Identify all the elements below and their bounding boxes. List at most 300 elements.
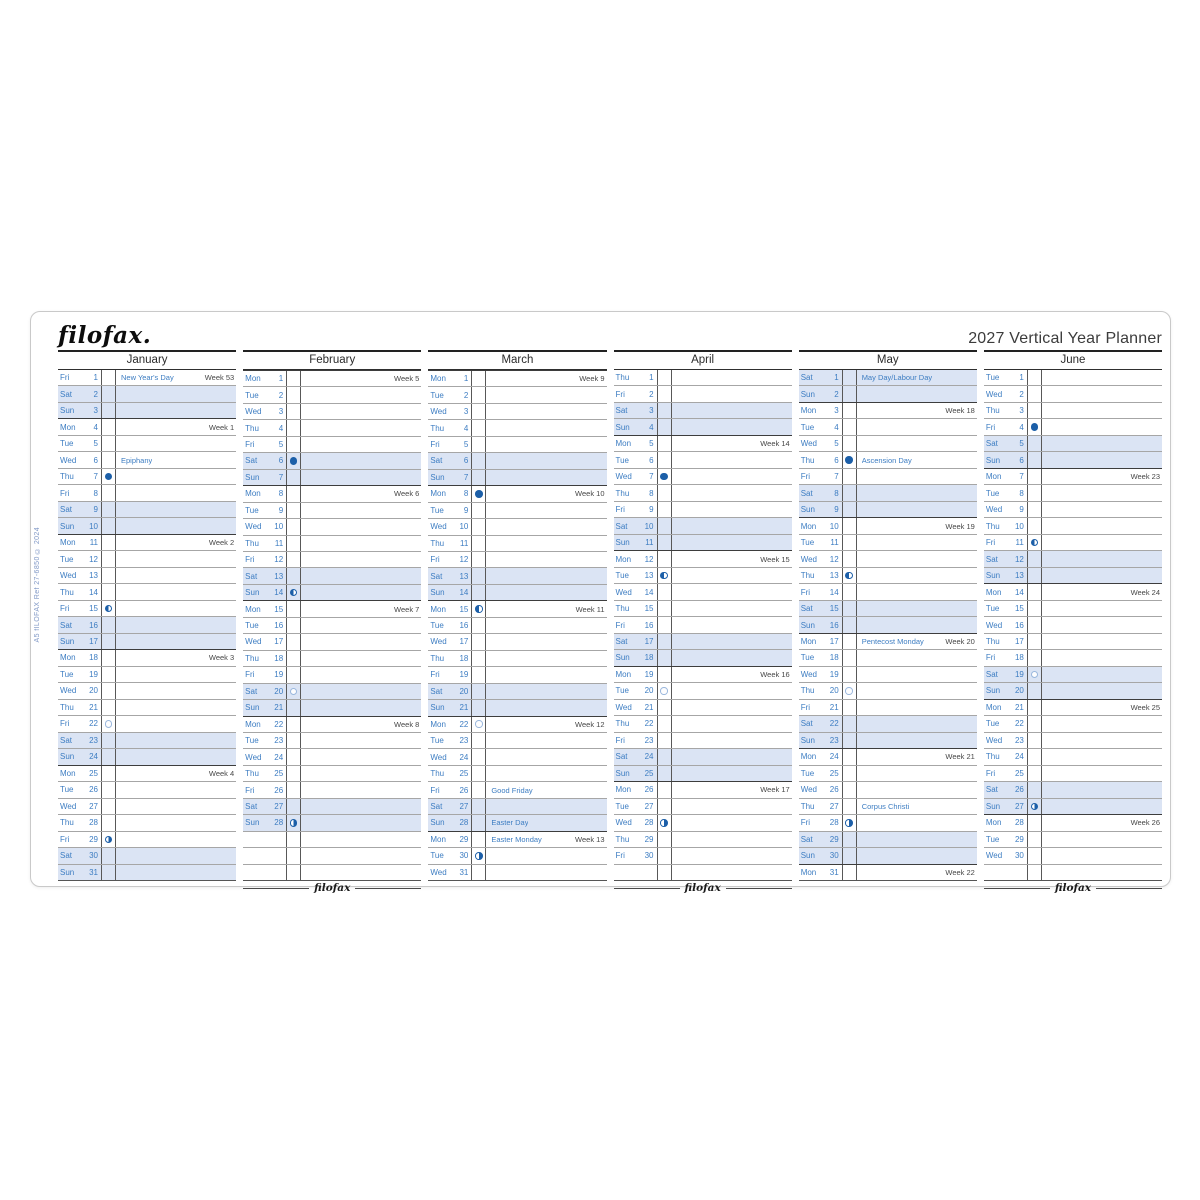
day-name: Tue (985, 719, 1000, 729)
moon-cell (1028, 518, 1042, 533)
moon-cell (658, 799, 672, 814)
day-row (428, 600, 606, 616)
day-number: 23 (269, 733, 287, 748)
day-number: 29 (454, 832, 472, 847)
day-number: 19 (825, 667, 843, 682)
day-note-area (857, 522, 977, 531)
footer-rule-right (726, 888, 792, 889)
day-number: 30 (84, 848, 102, 863)
moon-cell (102, 419, 116, 434)
day-name: Fri (985, 768, 996, 778)
moon-cell (472, 585, 486, 600)
day-name: Sat (985, 669, 998, 679)
day-number: 28 (454, 815, 472, 830)
day-row (428, 666, 606, 682)
moon-cell (102, 634, 116, 649)
day-name: Tue (430, 621, 444, 631)
months-container (58, 350, 1162, 895)
day-row (428, 716, 606, 732)
day-row (428, 748, 606, 764)
moon-cell (287, 815, 301, 830)
moon-cell (102, 848, 116, 863)
moon-cell (843, 518, 857, 533)
month-grid (799, 370, 977, 881)
day-row (58, 814, 236, 830)
month-name: June (984, 352, 1162, 370)
day-name: Thu (985, 406, 1000, 416)
day-name: Mon (245, 374, 261, 384)
day-name: Thu (615, 834, 630, 844)
day-number: 29 (640, 832, 658, 847)
day-row (428, 403, 606, 419)
day-row (428, 633, 606, 649)
day-row (799, 633, 977, 649)
day-number: 16 (269, 618, 287, 633)
day-number: 23 (84, 733, 102, 748)
day-name: Tue (800, 768, 815, 778)
holiday-label: Ascension Day (861, 455, 912, 465)
week-number: Week 6 (394, 489, 420, 499)
moon-cell (658, 419, 672, 434)
day-number: 30 (1010, 848, 1028, 863)
day-name: Thu (245, 653, 259, 663)
moon-cell (843, 535, 857, 550)
day-row (428, 617, 606, 633)
day-name: Fri (800, 702, 811, 712)
day-name: Mon (800, 752, 817, 762)
day-row (984, 715, 1162, 731)
day-name: Sun (60, 867, 75, 877)
day-row (799, 484, 977, 500)
day-name: Mon (430, 374, 446, 384)
day-name: Thu (985, 521, 1000, 531)
day-number: 27 (1010, 799, 1028, 814)
day-row (243, 748, 421, 764)
day-number: 7 (454, 470, 472, 485)
day-row (614, 781, 792, 797)
moon-cell (472, 420, 486, 435)
moon-cell (472, 519, 486, 534)
moon-cell (287, 700, 301, 715)
moon-cell (472, 552, 486, 567)
day-name: Mon (985, 587, 1002, 597)
moon-cell (472, 684, 486, 699)
day-number: 3 (825, 403, 843, 418)
day-row (614, 468, 792, 484)
day-name: Fri (430, 555, 440, 565)
day-note-area (486, 835, 606, 844)
day-name: Thu (615, 488, 630, 498)
day-number: 5 (454, 437, 472, 452)
day-row (243, 716, 421, 732)
moon-cell (102, 716, 116, 731)
day-name: Tue (245, 736, 259, 746)
moon-cell (287, 470, 301, 485)
moon-cell (843, 469, 857, 484)
day-name: Wed (800, 554, 817, 564)
day-row (243, 436, 421, 452)
moon-cell (472, 387, 486, 402)
day-row (614, 517, 792, 533)
day-name: Sun (985, 801, 1001, 811)
week-number: Week 9 (579, 374, 605, 384)
day-row (243, 781, 421, 797)
day-note-area (116, 653, 236, 662)
day-row (799, 699, 977, 715)
day-number: 1 (454, 371, 472, 386)
day-note-area (116, 538, 236, 547)
day-name: Tue (615, 571, 630, 581)
day-number: 24 (1010, 749, 1028, 764)
day-name: Tue (245, 505, 259, 515)
month-name: March (428, 352, 606, 370)
day-number: 19 (1010, 667, 1028, 682)
day-row (428, 386, 606, 402)
day-number: 21 (640, 700, 658, 715)
day-name: Mon (430, 719, 446, 729)
day-row (799, 370, 977, 385)
day-number: 21 (1010, 700, 1028, 715)
day-name: Mon (245, 719, 261, 729)
day-name: Wed (985, 851, 1003, 861)
day-name: Wed (245, 522, 262, 532)
moon-cell (287, 503, 301, 518)
day-name: Sun (800, 851, 815, 861)
day-row (984, 501, 1162, 517)
day-number: 20 (269, 684, 287, 699)
day-number: 22 (84, 716, 102, 731)
day-name: Thu (245, 769, 259, 779)
moon-cell (287, 848, 301, 863)
day-number (640, 865, 658, 880)
day-number: 25 (825, 766, 843, 781)
moon-cell (102, 865, 116, 880)
moon-cell (472, 733, 486, 748)
day-number: 29 (825, 832, 843, 847)
day-number: 10 (825, 518, 843, 533)
day-number: 28 (1010, 815, 1028, 830)
day-name: Sat (430, 802, 443, 811)
day-name: Mon (430, 604, 446, 614)
day-row (799, 418, 977, 434)
day-number: 17 (84, 634, 102, 649)
week-number: Week 3 (208, 653, 235, 663)
day-row (243, 419, 421, 435)
day-number: 5 (825, 436, 843, 451)
month-column (984, 350, 1162, 895)
month-column (799, 350, 977, 881)
moon-cell (287, 420, 301, 435)
day-number: 11 (1010, 535, 1028, 550)
moon-cell (102, 535, 116, 550)
day-number: 18 (1010, 650, 1028, 665)
moon-cell (658, 617, 672, 632)
moon-cell (843, 683, 857, 698)
day-number: 12 (1010, 551, 1028, 566)
day-row (58, 748, 236, 764)
day-number: 26 (84, 782, 102, 797)
day-row (58, 385, 236, 401)
day-row (428, 370, 606, 386)
day-name: Fri (800, 818, 811, 828)
day-number: 25 (1010, 766, 1028, 781)
moon-cell (287, 387, 301, 402)
day-row (58, 435, 236, 451)
day-number: 23 (1010, 733, 1028, 748)
moon-cell (472, 651, 486, 666)
moon-cell (658, 469, 672, 484)
week-number: Week 23 (1130, 472, 1161, 482)
filofax-logo: filofax. (58, 322, 152, 349)
day-number: 2 (84, 386, 102, 401)
moon-cell (102, 832, 116, 847)
first-quarter-icon (845, 572, 853, 580)
moon-cell (658, 584, 672, 599)
day-row (614, 616, 792, 632)
day-name: Fri (615, 851, 625, 861)
moon-cell (1028, 601, 1042, 616)
moon-cell (472, 815, 486, 830)
day-row (243, 567, 421, 583)
day-name: Sun (615, 768, 630, 778)
day-note-area (116, 456, 236, 465)
moon-cell (1028, 469, 1042, 484)
day-row (614, 798, 792, 814)
day-row (799, 616, 977, 632)
day-number: 13 (825, 568, 843, 583)
day-row (243, 847, 421, 863)
moon-cell (287, 585, 301, 600)
moon-cell (843, 700, 857, 715)
moon-cell (287, 766, 301, 781)
day-row (58, 732, 236, 748)
moon-cell (1028, 535, 1042, 550)
day-number: 12 (825, 551, 843, 566)
day-name: Mon (615, 785, 632, 795)
page-title: 2027 Vertical Year Planner (968, 330, 1162, 347)
day-name: Mon (800, 406, 817, 416)
day-row (614, 715, 792, 731)
day-number: 11 (269, 536, 287, 551)
moon-cell (1028, 848, 1042, 863)
day-row (614, 435, 792, 451)
filofax-footer-wordmark: filofax (684, 881, 721, 894)
day-name: Sat (60, 620, 73, 630)
day-row (428, 683, 606, 699)
day-number: 19 (269, 667, 287, 682)
day-name: Thu (430, 653, 445, 663)
day-name: Thu (800, 571, 815, 581)
moon-cell (472, 404, 486, 419)
moon-cell (472, 848, 486, 863)
day-number: 26 (825, 782, 843, 797)
day-number: 18 (84, 650, 102, 665)
day-note-area (116, 769, 236, 778)
day-note-area (116, 423, 236, 432)
day-name: Mon (60, 422, 76, 432)
day-note-area (857, 373, 977, 382)
day-number: 25 (84, 766, 102, 781)
day-number: 4 (1010, 419, 1028, 434)
moon-cell (102, 436, 116, 451)
day-name: Thu (430, 769, 445, 779)
day-row (799, 534, 977, 550)
day-row (799, 649, 977, 665)
day-name: Tue (60, 669, 74, 679)
day-row (428, 452, 606, 468)
moon-cell (1028, 419, 1042, 434)
day-name: Tue (430, 851, 444, 861)
day-number: 15 (269, 601, 287, 616)
holiday-label: Easter Monday (491, 834, 542, 844)
day-row (984, 468, 1162, 484)
moon-cell (658, 683, 672, 698)
day-name: Sat (430, 456, 443, 466)
day-number: 1 (1010, 370, 1028, 385)
week-number: Week 25 (1130, 702, 1161, 712)
moon-cell (287, 832, 301, 847)
day-number: 25 (454, 766, 472, 781)
moon-cell (287, 552, 301, 567)
day-note-area (486, 786, 606, 795)
day-number: 15 (84, 601, 102, 616)
day-number: 3 (640, 403, 658, 418)
week-number: Week 17 (760, 785, 790, 795)
day-note-area (857, 802, 977, 811)
day-row (428, 650, 606, 666)
day-row (799, 666, 977, 682)
day-row (58, 699, 236, 715)
moon-cell (658, 535, 672, 550)
day-number: 27 (84, 799, 102, 814)
month-name: February (243, 352, 421, 370)
day-row (799, 864, 977, 880)
day-name: Wed (615, 818, 632, 828)
day-name: Mon (430, 489, 446, 499)
filofax-footer-wordmark: filofax (314, 881, 351, 894)
moon-cell (1028, 749, 1042, 764)
first-quarter-icon (105, 605, 113, 613)
day-number: 7 (825, 469, 843, 484)
day-number: 26 (454, 782, 472, 797)
day-row (799, 781, 977, 797)
day-row (58, 550, 236, 566)
moon-cell (287, 667, 301, 682)
day-row (243, 502, 421, 518)
day-note-area (672, 670, 792, 679)
day-row (58, 501, 236, 517)
day-row (243, 370, 421, 386)
day-row (58, 418, 236, 434)
week-number: Week 14 (760, 439, 790, 449)
moon-cell (287, 486, 301, 501)
day-number: 22 (640, 716, 658, 731)
day-name: Sun (615, 422, 630, 432)
last-quarter-icon (105, 836, 113, 844)
moon-cell (287, 865, 301, 880)
day-row (58, 682, 236, 698)
holiday-label: Good Friday (491, 785, 533, 795)
moon-cell (658, 452, 672, 467)
moon-cell (658, 832, 672, 847)
moon-cell (102, 370, 116, 385)
day-row (799, 814, 977, 830)
day-row (243, 666, 421, 682)
day-row (243, 617, 421, 633)
full-moon-icon (105, 720, 113, 728)
day-row (243, 518, 421, 534)
day-name: Fri (60, 373, 70, 383)
moon-cell (102, 584, 116, 599)
moon-cell (472, 700, 486, 715)
day-row (428, 518, 606, 534)
moon-cell (472, 470, 486, 485)
day-number: 6 (640, 452, 658, 467)
day-number: 6 (454, 453, 472, 468)
day-number: 8 (269, 486, 287, 501)
moon-cell (472, 832, 486, 847)
moon-cell (843, 617, 857, 632)
moon-cell (102, 502, 116, 517)
day-number: 24 (640, 749, 658, 764)
day-row (984, 550, 1162, 566)
moon-cell (658, 749, 672, 764)
day-number: 2 (825, 386, 843, 401)
day-name: Thu (800, 801, 815, 811)
day-number: 24 (84, 749, 102, 764)
moon-cell (1028, 617, 1042, 632)
moon-cell (1028, 485, 1042, 500)
month-column (428, 350, 606, 881)
moon-cell (102, 403, 116, 418)
day-row (428, 419, 606, 435)
day-row (58, 633, 236, 649)
day-number: 15 (1010, 601, 1028, 616)
day-number (269, 848, 287, 863)
day-name: Tue (800, 653, 815, 663)
day-row (243, 864, 421, 880)
day-number: 15 (825, 601, 843, 616)
moon-cell (843, 436, 857, 451)
day-number: 22 (269, 717, 287, 732)
new-moon-icon (475, 490, 483, 498)
day-name: Wed (615, 587, 632, 597)
day-name: Mon (985, 818, 1002, 828)
day-row (984, 847, 1162, 863)
day-number: 5 (640, 436, 658, 451)
moon-cell (102, 518, 116, 533)
day-name: Sat (245, 456, 258, 466)
moon-cell (102, 799, 116, 814)
day-name: Fri (245, 670, 255, 680)
day-row (984, 402, 1162, 418)
day-number: 20 (825, 683, 843, 698)
day-name: Thu (430, 423, 445, 433)
day-row (799, 847, 977, 863)
moon-cell (102, 782, 116, 797)
day-row (799, 732, 977, 748)
day-name: Fri (615, 735, 625, 745)
day-number: 27 (825, 799, 843, 814)
day-number: 20 (640, 683, 658, 698)
moon-cell (1028, 832, 1042, 847)
day-row (243, 386, 421, 402)
day-number: 19 (640, 667, 658, 682)
month-column (58, 350, 236, 881)
moon-cell (472, 486, 486, 501)
day-name: Sat (245, 686, 258, 696)
day-row (428, 831, 606, 847)
